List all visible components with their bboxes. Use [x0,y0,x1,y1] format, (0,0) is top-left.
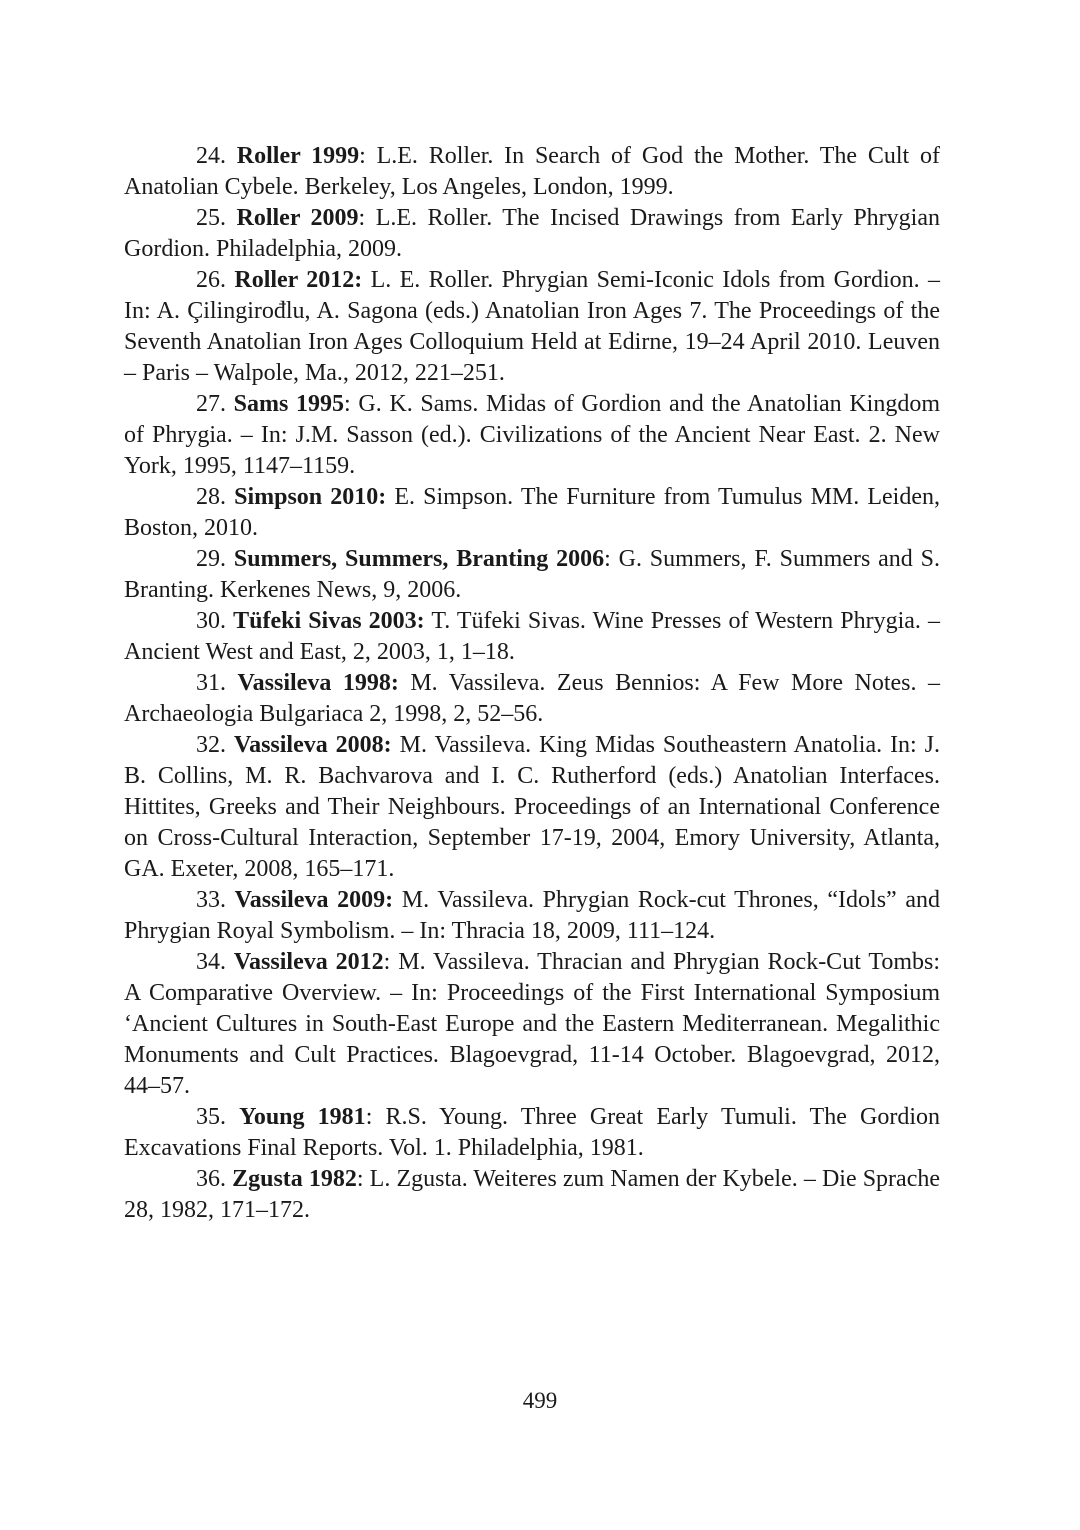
reference-entry: 29. Summers, Summers, Branting 2006: G. Summers, F. Summers and S. Branting. Kerkenes News, 9, 2006. [124,546,940,603]
reference-number: 34. [196,949,226,975]
reference-text: E. Simpson. The Furniture from Tumulus MM. Leiden, Boston, 2010. [124,484,940,541]
reference-entry [124,482,940,544]
reference-entry: 25. Roller 2009: L.E. Roller. The Incised Drawings from Early Phrygian Gordion. Philadelphia, 2009. [124,205,940,262]
reference-key: Roller 1999 [236,143,360,169]
reference-key: Tüfeki Sivas 2003: [233,608,425,634]
reference-number: 25. [196,205,226,231]
reference-text: G. K. Sams. Midas of Gordion and the Anatolian Kingdom of Phrygia. – In: J.M. Sasson (ed.). Civilizations of the Ancient Near East. 2. New York, 1995, 1147–1159. [124,391,940,479]
reference-entry: 27. Sams 1995: G. K. Sams. Midas of Gordion and the Anatolian Kingdom of Phrygia. – In: J.M. Sasson (ed.). Civilizations of the Ancient Near East. 2. New York, 1995, 1147–1159. [124,391,940,479]
reference-list [124,141,940,1226]
reference-entry [124,606,940,668]
reference-number: 28. [196,484,226,510]
reference-text: L. Zgusta. Weiteres zum Namen der Kybele. – Die Sprache 28, 1982, 171–172. [124,1166,941,1223]
reference-text: T. Tüfeki Sivas. Wine Presses of Western Phrygia. – Ancient West and East, 2, 2003, 1, 1–18. [124,608,940,665]
reference-text: R.S. Young. Three Great Early Tumuli. The Gordion Excavations Final Reports. Vol. 1. Philadelphia, 1981. [124,1104,941,1161]
reference-key: Zgusta 1982 [232,1166,357,1192]
reference-entry: 35. Young 1981: R.S. Young. Three Great Early Tumuli. The Gordion Excavations Final Reports. Vol. 1. Philadelphia, 1981. [124,1104,941,1161]
reference-key: Young 1981 [239,1104,366,1130]
reference-number: 26. [196,267,226,293]
reference-text: G. Summers, F. Summers and S. Branting. Kerkenes News, 9, 2006. [124,546,940,603]
reference-entry [124,668,940,730]
reference-key: Vassileva 2008: [233,732,392,758]
reference-number: 31. [196,670,226,696]
reference-entry [124,885,940,947]
reference-text: M. Vassileva. Thracian and Phrygian Rock-Cut Tombs: A Comparative Overview. – In: Proceedings of the First International Symposium ‘Ancient Cultures in South-East Europe and the Eastern Mediterranean. Megalithic Monuments and Cult Practices. Blagoevgrad, 11-14 October. Blagoevgrad, 2012, 44–57. [124,949,941,1099]
reference-key: Vassileva 2012 [233,949,384,975]
reference-entry: 24. Roller 1999: L.E. Roller. In Search of God the Mother. The Cult of Anatolian Cybele. Berkeley, Los Angeles, London, 1999. [124,143,940,200]
reference-number: 29. [196,546,226,572]
reference-key: Sams 1995 [233,391,345,417]
reference-text: L.E. Roller. In Search of God the Mother. The Cult of Anatolian Cybele. Berkeley, Los Angeles, London, 1999. [124,143,940,200]
reference-key: Vassileva 2009: [234,887,394,913]
reference-text: L. E. Roller. Phrygian Semi-Iconic Idols from Gordion. – In: A. Çilingirođlu, A. Sagona (eds.) Anatolian Iron Ages 7. The Proceedings of the Seventh Anatolian Iron Ages Colloquium Held at Edirne, 19–24 April 2010. Leuven – Paris – Walpole, Ma., 2012, 221–251. [124,267,941,386]
reference-number: 27. [196,391,226,417]
reference-text: L.E. Roller. The Incised Drawings from Early Phrygian Gordion. Philadelphia, 2009. [124,205,940,262]
reference-entry: 36. Zgusta 1982: L. Zgusta. Weiteres zum Namen der Kybele. – Die Sprache 28, 1982, 171–172. [124,1166,941,1223]
reference-number: 32. [196,732,226,758]
reference-entry [124,265,940,389]
reference-number: 30. [196,608,226,634]
reference-number: 36. [196,1166,226,1192]
reference-text: M. Vassileva. Zeus Bennios: A Few More Notes. – Archaeologia Bulgariaca 2, 1998, 2, 52–56. [124,670,940,727]
reference-number: 33. [196,887,226,913]
reference-key: Summers, Summers, Branting 2006 [233,546,605,572]
reference-number: 35. [196,1104,226,1130]
reference-key: Vassileva 1998: [237,670,399,696]
reference-key: Roller 2009 [236,205,359,231]
reference-key: Roller 2012: [234,267,363,293]
reference-key: Simpson 2010: [234,484,387,510]
reference-text: M. Vassileva. King Midas Southeastern Anatolia. In: J. B. Collins, M. R. Bachvarova and I. C. Rutherford (eds.) Anatolian Interfaces. Hittites, Greeks and Their Neighbours. Proceedings of an International Conference on Cross-Cultural Interaction, September 17-19, 2004, Emory University, Atlanta, GA. Exeter, 2008, 165–171. [124,732,940,882]
reference-number: 24. [196,143,226,169]
page-number: 499 [522,1388,558,1413]
reference-entry: 34. Vassileva 2012: M. Vassileva. Thracian and Phrygian Rock-Cut Tombs: A Comparative Overview. – In: Proceedings of the First International Symposium ‘Ancient Cultures in South-East Europe and the Eastern Mediterranean. Megalithic Monuments and Cult Practices. Blagoevgrad, 11-14 October. Blagoevgrad, 2012, 44–57. [124,949,941,1099]
reference-entry [124,730,940,885]
reference-text: M. Vassileva. Phrygian Rock-cut Thrones, “Idols” and Phrygian Royal Symbolism. – In: Thracia 18, 2009, 111–124. [124,887,941,944]
